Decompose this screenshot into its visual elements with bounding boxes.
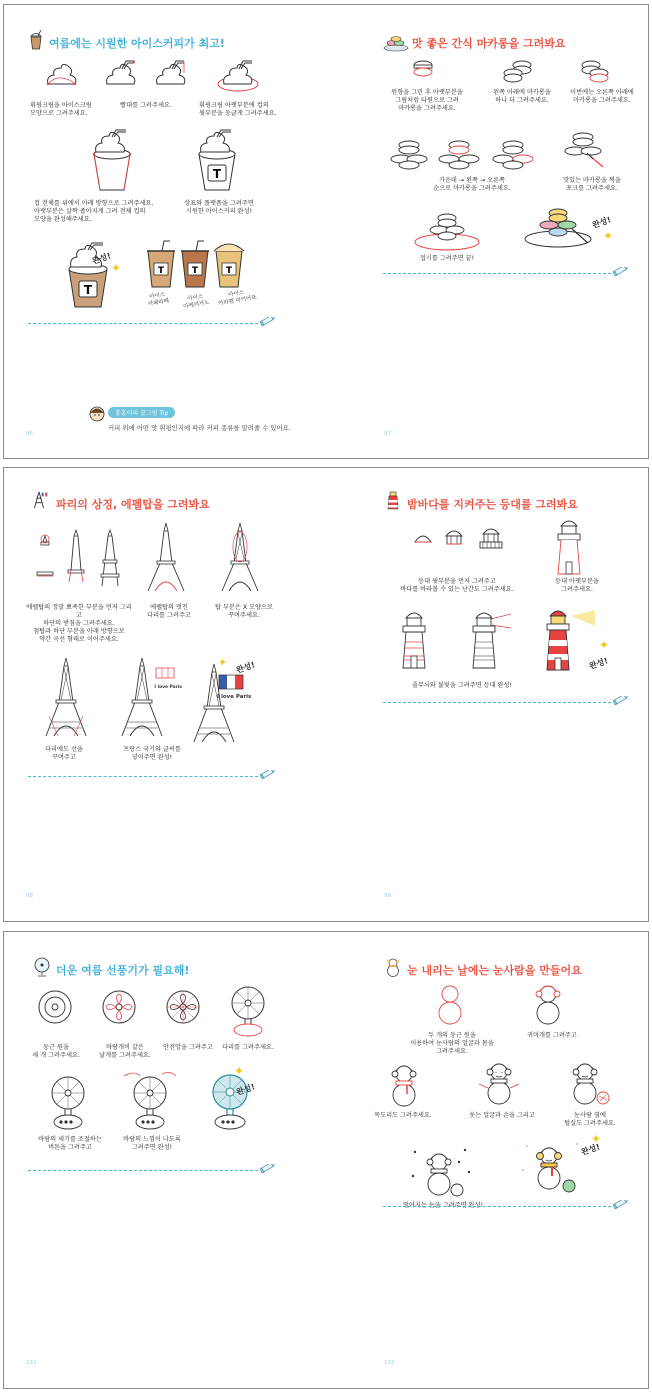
sparkle-icon: ✦: [111, 261, 122, 275]
pencil-icon: [613, 267, 631, 279]
macaron-plate-drawing: [412, 210, 482, 252]
fan-step-3: [164, 988, 202, 1026]
snowman-step-1: [435, 984, 465, 1026]
snowman-finished: [519, 1138, 589, 1198]
step-caption-5: 상표와 플랫폼을 그려주면 시원한 아이스커피 완성!: [184, 200, 254, 215]
step-caption-1: 등대 윗부분을 먼저 그려주고 바다를 바라볼 수 있는 난간도 그려주세요.: [400, 578, 514, 593]
page-title: 여름에는 시원한 아이스커피가 최고!: [49, 37, 225, 50]
page-number: 96: [26, 431, 33, 437]
coffee-cup-icon: [26, 30, 46, 50]
snowman-step-6: [409, 1146, 473, 1202]
step-caption-2: 바람개비 같은 날개를 그려주세요.: [99, 1044, 151, 1059]
step-caption-5: 프랑스 국기와 글씨를 넣어주면 완성!: [123, 746, 181, 761]
snowman-step-2: [531, 982, 565, 1026]
lighthouse-step-2: [442, 528, 466, 550]
step-caption-4: 가운데 → 왼쪽 → 오른쪽 순으로 마카롱을 그려주세요.: [433, 177, 511, 192]
page-number: 99: [384, 893, 391, 899]
step-caption-3: 탑 부분은 X 모양으로 꾸며주세요.: [215, 604, 273, 619]
sparkle-icon: ✦: [591, 1132, 602, 1146]
fan-step-2: [100, 988, 138, 1026]
done-label: 완성!: [588, 656, 610, 671]
page-title: 맛 좋은 간식 마카롱을 그려봐요: [412, 37, 566, 50]
sparkle-icon: ✦: [603, 229, 614, 243]
whipped-cream-drawing: [44, 60, 80, 90]
step-caption-2: 왼쪽 아래에 마카롱을 하나 더 그려주세요.: [493, 89, 551, 104]
cup-rim-drawing: [216, 60, 266, 94]
step-caption-2: 빨대를 그려주세요.: [120, 102, 172, 109]
done-label: 완성!: [580, 1142, 602, 1157]
step-caption-5: 맛있는 마카롱을 찍을 포크를 그려주세요.: [563, 177, 621, 192]
step-caption-1: 두 개의 둥근 원을 이용하여 눈사람의 얼굴과 몸을 그려주세요.: [410, 1032, 494, 1055]
eiffel-step-1: [34, 536, 56, 584]
sparkle-icon: ✦: [599, 638, 610, 652]
step-caption-4: 웃는 얼굴과 손을 그리고: [469, 1112, 535, 1119]
fan-step-4: [226, 984, 270, 1040]
macaron-stack-2: [437, 137, 481, 173]
eiffel-tower-icon: [28, 490, 50, 510]
fan-step-5: [46, 1074, 90, 1134]
straw-drawing: [104, 60, 140, 90]
eiffel-step-3: [98, 530, 122, 588]
svg-text:T: T: [212, 167, 222, 181]
step-caption-6: 접시를 그려주면 끝!: [419, 255, 475, 262]
fan-finished: [202, 1068, 258, 1134]
flag-text: I love Paris: [217, 694, 252, 700]
snowman-icon: [383, 957, 403, 977]
flag-outline: [154, 666, 176, 680]
finished-iced-coffee: [59, 243, 121, 309]
macaron-stack-1: [389, 137, 429, 173]
page-number: 132: [26, 1360, 37, 1366]
sparkle-icon: ✦: [218, 656, 228, 669]
pencil-icon: [613, 1200, 631, 1212]
done-label: 완성!: [91, 251, 113, 266]
svg-text:T: T: [83, 283, 93, 297]
step-caption-1: 에펠탑의 정말 뾰족한 부분을 먼저 그리고 하단의 받침을 그려주세요. 첨탑과 하단 부분을 아래 방향으로 약간 곡선 형태로 이어주세요.: [26, 604, 132, 643]
lighthouse-step-5: [397, 610, 431, 670]
step-caption-1: 휘핑크림을 아이스크림 모양으로 그려주세요.: [30, 102, 92, 117]
step-caption-2: 등대 아랫부분을 그려주세요.: [555, 578, 599, 593]
spread-eiffel-lighthouse: [3, 467, 649, 922]
pencil-icon: [260, 770, 278, 782]
step-caption-2: 에펠탑의 멋진 다리를 그려주고: [147, 604, 191, 619]
step-caption-6: 떨어지는 눈을 그려주면 완성!: [402, 1202, 484, 1209]
page-eiffel: [4, 468, 327, 921]
lighthouse-step-4: [553, 518, 585, 576]
cup-body-drawing: [84, 130, 144, 192]
step-caption-3: 줄무늬와 불빛을 그려주면 등대 완성!: [411, 682, 512, 689]
step-caption-5: 눈사람 옆에 털실도 그려주세요.: [564, 1112, 616, 1127]
straw-drawing-2: [154, 60, 190, 90]
dashed-divider: [28, 1170, 258, 1171]
snowman-step-4: [477, 1060, 521, 1108]
page-number: 97: [384, 431, 391, 437]
finished-macarons: [522, 205, 594, 249]
spread-fan-snowman: [3, 931, 649, 1389]
step-caption-4: 다리를 그려주세요.: [222, 1044, 274, 1051]
pencil-icon: [260, 1164, 278, 1176]
page-macaron: [327, 5, 650, 458]
step-caption-3: 목도리도 그려주세요.: [374, 1112, 432, 1119]
page-title: 더운 여름 선풍기가 필요해!: [56, 964, 190, 977]
sparkle-icon: ✦: [234, 1064, 245, 1078]
fan-icon: [32, 957, 52, 977]
dashed-divider: [28, 323, 258, 324]
eiffel-step-5: [218, 523, 262, 593]
cup-label-caramel: 아이스 카라멜 마키아또: [217, 289, 258, 308]
lighthouse-step-3: [477, 526, 505, 556]
dashed-divider: [28, 776, 258, 777]
done-label: 완성!: [591, 215, 613, 230]
cup-label-latte: 아이스 카페라떼: [147, 291, 170, 308]
kid-avatar: [88, 405, 106, 423]
step-caption-4: 다리에도 선을 꾸며주고: [45, 746, 83, 761]
fan-step-6: [120, 1070, 180, 1134]
pencil-icon: [260, 317, 278, 329]
macaron-stack-3: [491, 137, 535, 173]
page-snowman: [327, 932, 650, 1388]
page-title: 눈 내리는 날에는 눈사람을 만들어요: [407, 964, 582, 977]
dashed-divider: [383, 273, 611, 274]
macaron-three: [577, 60, 611, 84]
dashed-divider: [383, 702, 611, 703]
step-caption-1: 원형을 그린 후 아랫부분을 그림처럼 타원으로 그려 마카롱을 그려주세요.: [391, 89, 463, 112]
flag-text-outline: I love Paris: [154, 684, 182, 690]
svg-text:T: T: [191, 266, 199, 276]
page-lighthouse: [327, 468, 650, 921]
step-caption-1: 둥근 원을 세 개 그려주세요.: [32, 1044, 80, 1059]
macaron-plate-icon: [383, 32, 409, 52]
snowman-step-3: [387, 1062, 421, 1108]
step-caption-3: 이번에는 오른쪽 아래에 마카롱을 그려주세요.: [570, 89, 634, 104]
step-caption-3: 휘핑크림 아랫부분에 컵의 윗부분을 둥글게 그려주세요.: [199, 102, 277, 117]
pencil-icon: [613, 696, 631, 708]
lighthouse-icon: [383, 490, 403, 510]
page-number: 133: [384, 1360, 395, 1366]
done-label: 완성!: [235, 660, 257, 675]
lighthouse-step-6: [467, 610, 517, 670]
dashed-divider: [383, 1206, 611, 1207]
lighthouse-step-1: [411, 530, 435, 544]
eiffel-step-2: [64, 530, 88, 586]
cup-label-americano: 아이스 아메리카노: [182, 293, 211, 311]
tip-text: 커피 위에 어떤 맛 휘핑인지에 따라 커피 종류를 알려줄 수 있어요.: [108, 424, 291, 432]
page-number: 98: [26, 893, 33, 899]
three-iced-coffees: [144, 241, 244, 291]
eiffel-step-6: [42, 658, 90, 738]
snowman-step-5: [563, 1060, 613, 1108]
macaron-one: [411, 60, 435, 78]
svg-text:T: T: [225, 266, 233, 276]
tip-badge: 홍홍이의 꿀그림 Tip: [108, 407, 175, 418]
step-caption-5: 바람의 세기를 조절하는 버튼을 그려주고: [38, 1136, 102, 1151]
macaron-two: [502, 60, 536, 84]
cup-logo-drawing: [189, 130, 249, 192]
spread-iced-coffee-macaron: [3, 4, 649, 459]
page-iced-coffee: [4, 5, 327, 458]
macaron-fork: [563, 129, 607, 169]
step-caption-3: 안전망을 그려주고: [163, 1044, 213, 1051]
eiffel-step-4: [144, 523, 188, 593]
step-caption-6: 바람의 느낌이 나도록 그려주면 완성!: [123, 1136, 181, 1151]
done-label: 완성!: [235, 1082, 257, 1097]
step-caption-2: 귀마개를 그려주고: [527, 1032, 577, 1039]
step-caption-4: 컵 전체를 위에서 아래 방향으로 그려주세요. 아랫부분은 살짝 좁아지게 그려 전체 컵의 모양을 완성해주세요.: [34, 200, 154, 223]
svg-text:T: T: [157, 266, 165, 276]
fan-step-1: [36, 988, 74, 1026]
page-title: 파리의 상징, 에펠탑을 그려봐요: [56, 498, 210, 511]
page-title: 밤바다를 지켜주는 등대를 그려봐요: [407, 498, 578, 511]
page-fan: [4, 932, 327, 1388]
france-flag: [218, 674, 244, 690]
